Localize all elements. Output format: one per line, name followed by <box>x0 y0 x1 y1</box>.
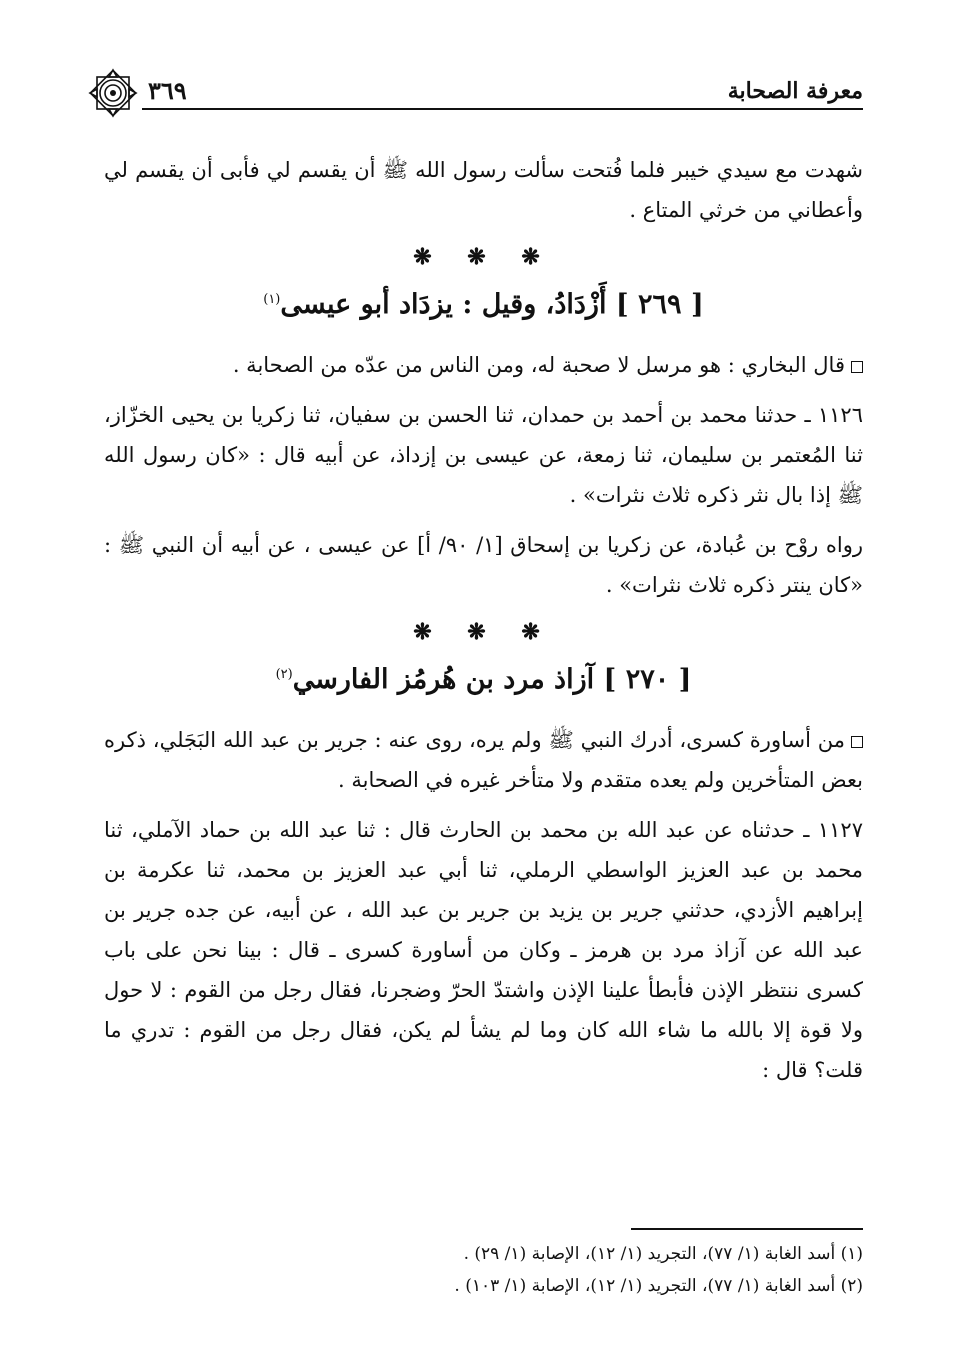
intro-paragraph: شهدت مع سيدي خيبر فلما فُتحت سألت رسول الله ﷺ أن يقسم لي فأبى أن يقسم لي وأعطاني من خرثي المتاع . <box>104 158 863 222</box>
entry-269-intro <box>104 345 863 385</box>
entry-269-title-text: [ ٢٦٩ ] أَزْدَادُ، وقيل : يزدَاد أبو عيسى <box>280 289 704 320</box>
entry-270-title-text: [ ٢٧٠ ] آزاذ مرد بن هُرمُز الفارسي <box>292 664 692 695</box>
main-text <box>104 150 863 1100</box>
header-divider <box>142 108 863 110</box>
entry-269-intro-text: قال البخاري : هو مرسل لا صحبة له، ومن الناس من عدّه من الصحابة . <box>232 353 845 377</box>
riwaya-paragraph: رواه روْح بن عُبادة، عن زكريا بن إسحاق [١/ ٩٠/ أ] عن عيسى ، عن أبيه أن النبي ﷺ : «كان ينتر ذكره ثلاث نثرات» . <box>104 533 863 597</box>
footnotes <box>104 1238 863 1302</box>
islamic-star-ornament-icon <box>86 66 140 120</box>
footnote-divider <box>631 1228 863 1230</box>
square-bullet-icon <box>851 361 863 373</box>
entry-270-intro <box>104 720 863 800</box>
square-bullet-icon <box>851 736 863 748</box>
page-number: ٣٦٩ <box>148 76 187 105</box>
running-title: معرفة الصحابة <box>727 78 863 104</box>
entry-270-intro-text: من أساورة كسرى، أدرك النبي ﷺ ولم يره، روى عنه : جرير بن عبد الله البَجَلي، ذكره بعض المتأخرين ولم يعده متقدم ولا متأخر غيره في الصحابة . <box>104 728 863 792</box>
footnote-ref-1: (١) <box>263 292 281 307</box>
entry-270-title <box>104 655 863 700</box>
hadith-1126: ١١٢٦ ـ حدثنا محمد بن أحمد بن حمدان، ثنا الحسن بن سفيان، ثنا زكريا بن يحيى الخزّاز، ثنا المُعتمر بن سليمان، ثنا زمعة، عن عيسى بن إزداذ، عن أبيه قال : «كان رسول الله ﷺ إذا بال نثر ذكره ثلاث نثرات» . <box>104 403 863 507</box>
entry-269-title <box>104 280 863 325</box>
hadith-1127: ١١٢٧ ـ حدثناه عن عبد الله بن محمد بن الحارث قال : ثنا عبد الله بن حماد الآملي، ثنا محمد بن عبد العزيز الواسطي الرملي، ثنا أبي عبد العزيز بن محمد، ثنا عكرمة بن إبراهيم الأزدي، حدثني جرير بن يزيد بن جرير بن عبد الله ، عن أبيه، عن جده جرير بن عبد الله عن آزاذ مرد بن هرمز ـ وكان من أساورة كسرى ـ قال : بينا نحن على باب كسرى ننتظر الإذن فأبطأ علينا الإذن واشتدّ الحرّ وضجرنا، فقال رجل من القوم : لا حول ولا قوة إلا بالله ما شاء الله كان وما لم يشأ لم يكن، فقال رجل من القوم : تدري ما قلت؟ قال : <box>104 818 863 1082</box>
page-header <box>86 64 863 120</box>
footnote-2: (٢) أسد الغابة (١/ ٧٧)، التجريد (١/ ١٢)، الإصابة (١/ ١٠٣) . <box>454 1276 863 1296</box>
section-separator: ❋ ❋ ❋ <box>413 619 554 645</box>
footnote-ref-2: (٢) <box>275 667 293 682</box>
footnote-1: (١) أسد الغابة (١/ ٧٧)، التجريد (١/ ١٢)، الإصابة (١/ ٢٩) . <box>463 1244 863 1264</box>
section-separator: ❋ ❋ ❋ <box>413 244 554 270</box>
